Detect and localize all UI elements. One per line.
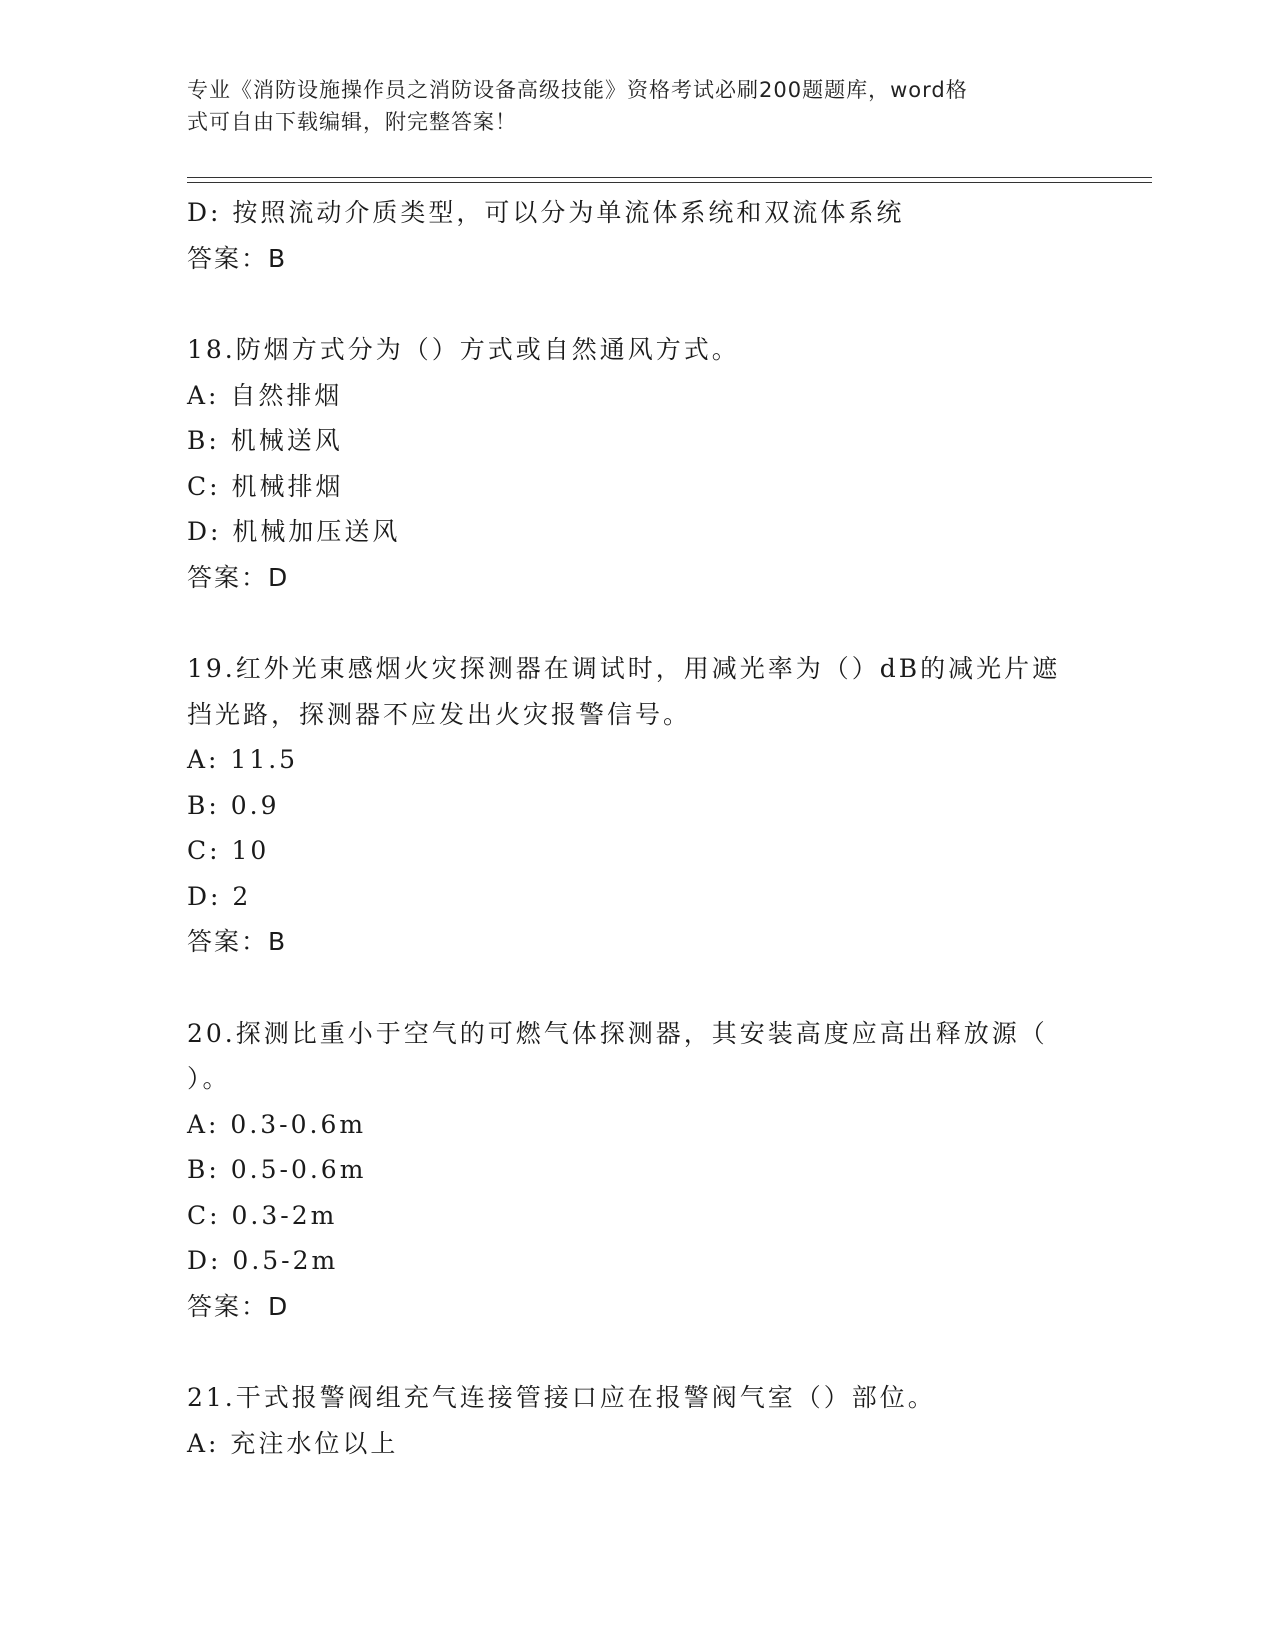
prev-answer: 答案：B (187, 243, 288, 273)
question-list (187, 190, 1087, 1466)
question-18-answer: 答案：D (187, 562, 290, 592)
question-18 (187, 327, 1087, 600)
question-19-option-c: C: 10 (187, 836, 270, 865)
question-18-stem: 18.防烟方式分为（）方式或自然通风方式。 (187, 335, 740, 364)
question-20 (187, 1011, 1087, 1330)
question-21-stem: 21.干式报警阀组充气连接管接口应在报警阀气室（）部位。 (187, 1383, 936, 1412)
question-21-option-a: A: 充注水位以上 (187, 1428, 399, 1458)
question-20-option-b: B: 0.5-0.6m (187, 1155, 367, 1184)
question-18-option-c: C: 机械排烟 (187, 471, 344, 501)
header-line-1: 专业《消防设施操作员之消防设备高级技能》资格考试必刷200题题库，word格 (187, 78, 968, 102)
question-19-stem-line-1: 19.红外光束感烟火灾探测器在调试时，用减光率为（）dB的减光片遮 (187, 654, 1061, 683)
question-20-stem-line-2: ）。 (187, 1064, 231, 1093)
header-divider-bottom (187, 182, 1152, 183)
question-19-option-d: D: 2 (187, 881, 252, 911)
question-19-stem-line-2: 挡光路，探测器不应发出火灾报警信号。 (187, 699, 692, 729)
question-20-option-a: A: 0.3-0.6m (187, 1109, 367, 1139)
question-20-stem-line-1: 20.探测比重小于空气的可燃气体探测器，其安装高度应高出释放源（ (187, 1018, 1048, 1048)
question-20-option-d: D: 0.5-2m (187, 1246, 339, 1275)
question-19 (187, 646, 1087, 965)
header-line-2: 式可自由下载编辑，附完整答案！ (187, 110, 517, 134)
question-20-answer: 答案：D (187, 1291, 290, 1321)
question-19-option-b: B: 0.9 (187, 790, 280, 820)
question-19-option-a: A: 11.5 (187, 745, 299, 774)
document-header (187, 74, 1067, 138)
question-20-option-c: C: 0.3-2m (187, 1200, 338, 1230)
question-18-option-b: B: 机械送风 (187, 426, 343, 455)
header-divider-top (187, 177, 1152, 178)
question-18-option-a: A: 自然排烟 (187, 380, 343, 410)
question-18-option-d: D: 机械加压送风 (187, 517, 401, 546)
prev-option-d: D: 按照流动介质类型，可以分为单流体系统和双流体系统 (187, 198, 905, 227)
question-19-answer: 答案：B (187, 927, 288, 956)
question-21 (187, 1375, 1087, 1466)
